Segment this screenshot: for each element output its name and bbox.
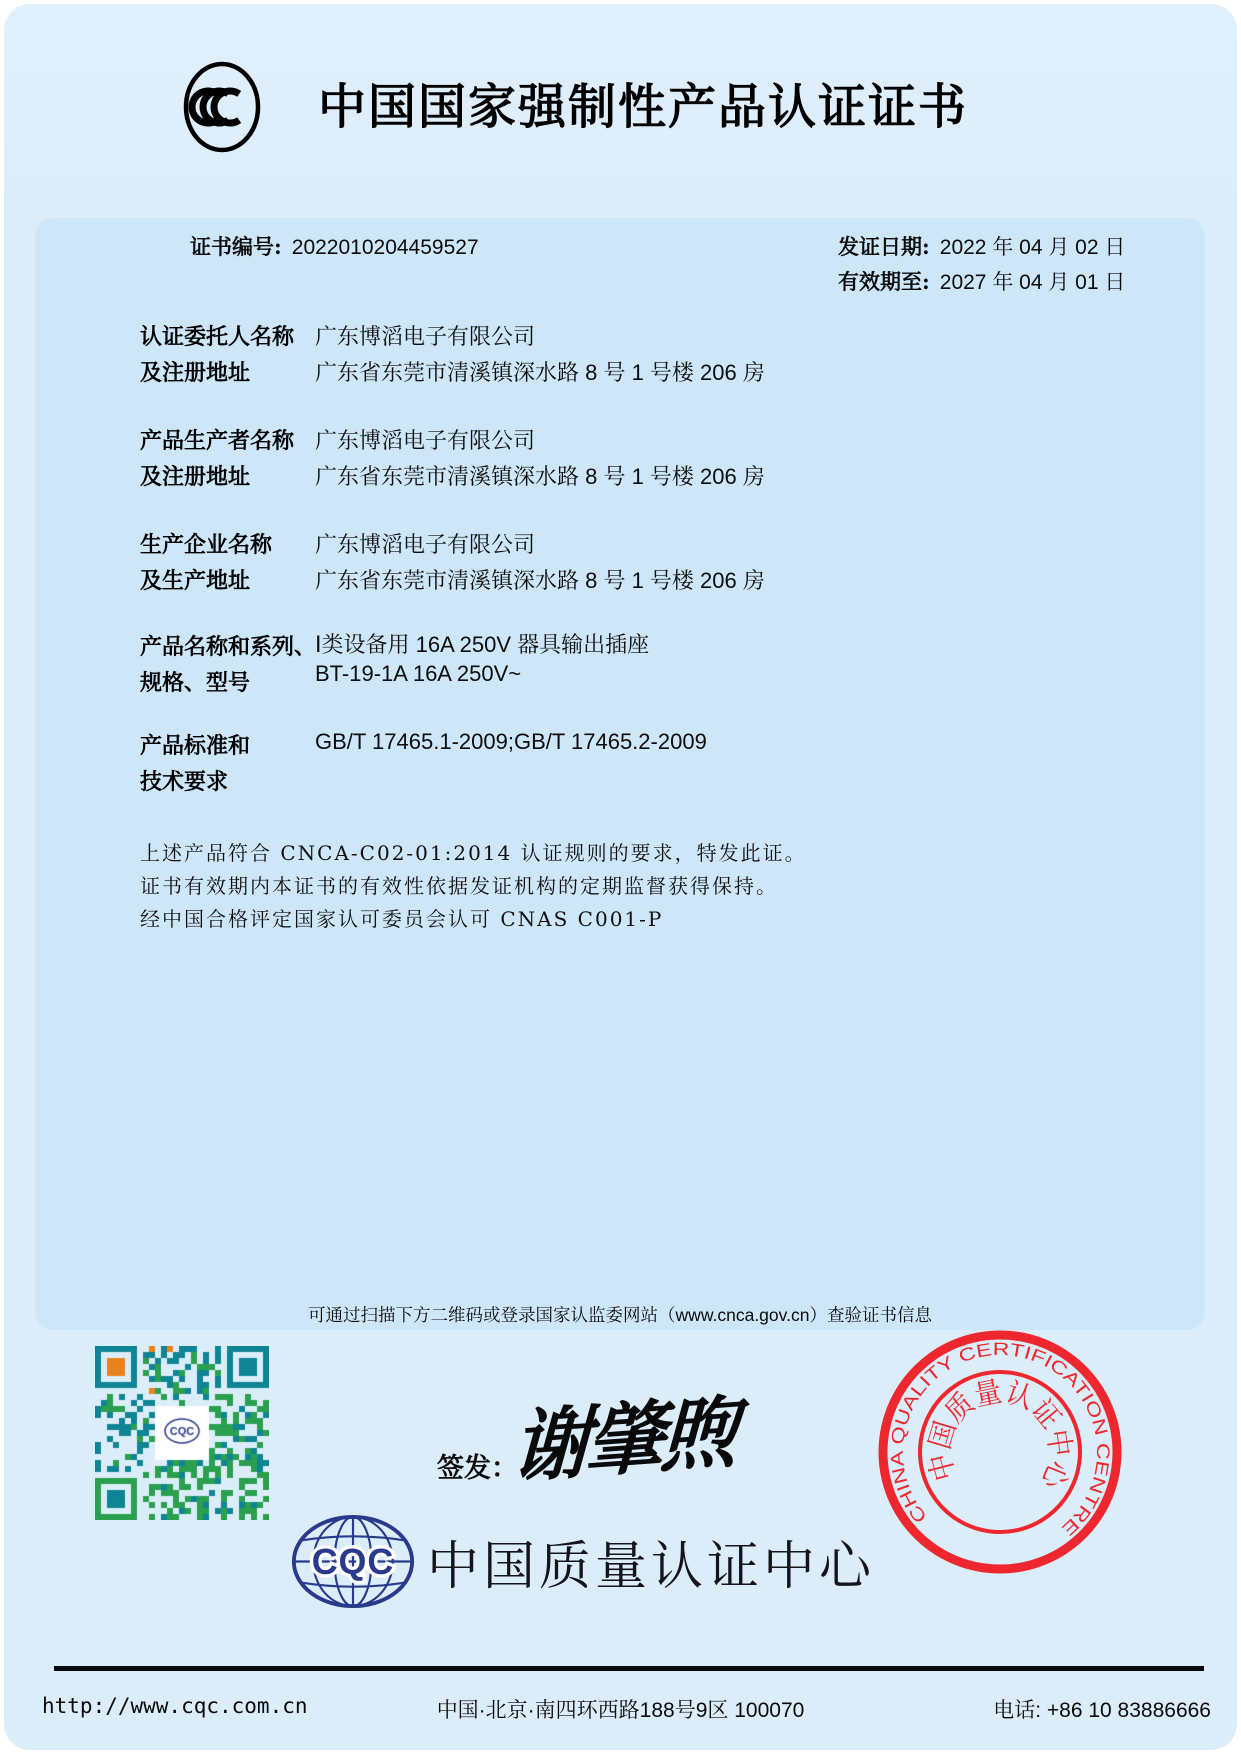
signature-label: 签发：: [437, 1453, 518, 1484]
declaration-line: 上述产品符合 CNCA-C02-01:2014 认证规则的要求，特发此证。: [140, 841, 807, 865]
field-value: BT-19-1A 16A 250V~: [315, 661, 522, 686]
field-label: 产品生产者名称: [140, 428, 295, 453]
footer-divider: [54, 1666, 1204, 1671]
valid-until-value: 2027 年 04 月 01 日: [939, 271, 1126, 294]
field-value: Ⅰ类设备用 16A 250V 器具输出插座: [315, 632, 650, 657]
field-label: 及注册地址: [140, 464, 251, 489]
field-value: GB/T 17465.1-2009;GB/T 17465.2-2009: [315, 729, 707, 754]
field-value: 广东博滔电子有限公司: [315, 532, 536, 557]
issuer-name: 中国质量认证中心: [427, 1538, 876, 1596]
field-label: 认证委托人名称: [140, 324, 295, 349]
cert-number-value: 2022010204459527: [291, 236, 479, 259]
page-title: 中国国家强制性产品认证证书: [318, 81, 969, 134]
cert-number-line: [190, 231, 479, 261]
signature-name: 谢肇煦: [510, 1387, 736, 1494]
seal-text-zh: 中国质量认证中心: [923, 1375, 1077, 1495]
field-label: 生产企业名称: [140, 532, 273, 557]
field-value: 广东省东莞市清溪镇深水路 8 号 1 号楼 206 房: [315, 568, 765, 593]
issue-date-value: 2022 年 04 月 02 日: [939, 236, 1126, 259]
cqc-logo-icon: [289, 1512, 417, 1611]
declaration-line: 证书有效期内本证书的有效性依据发证机构的定期监督获得保持。: [140, 874, 778, 898]
cert-number-label: 证书编号:: [190, 234, 282, 259]
ccc-logo-icon: [182, 60, 262, 154]
field-label: 及生产地址: [140, 568, 251, 593]
qr-caption: 可通过扫描下方二维码或登录国家认监委网站（www.cnca.gov.cn）查验证书信息: [308, 1305, 932, 1325]
field-label: 产品标准和: [140, 733, 251, 758]
issue-date-line: [838, 231, 1125, 261]
field-value: 广东博滔电子有限公司: [315, 324, 536, 349]
valid-until-label: 有效期至:: [838, 269, 930, 294]
field-value: 广东省东莞市清溪镇深水路 8 号 1 号楼 206 房: [315, 360, 765, 385]
field-label: 及注册地址: [140, 360, 251, 385]
cqc-logo-text: CQC: [311, 1542, 395, 1583]
declaration-line: 经中国合格评定国家认可委员会认可 CNAS C001-P: [140, 907, 664, 931]
seal-text-en: CHINA QUALITY CERTIFICATION CENTRE: [886, 1338, 1114, 1538]
issue-date-label: 发证日期:: [838, 234, 930, 259]
field-value: 广东博滔电子有限公司: [315, 428, 536, 453]
field-label: 技术要求: [140, 769, 229, 794]
valid-until-line: [838, 266, 1125, 296]
field-value: 广东省东莞市清溪镇深水路 8 号 1 号楼 206 房: [315, 464, 765, 489]
field-label: 规格、型号: [140, 670, 251, 695]
svg-text:CHINA QUALITY CERTIFICATION CE: [876, 1324, 1128, 1553]
footer-url: http://www.cqc.com.cn: [42, 1694, 308, 1718]
qr-code: [95, 1346, 269, 1520]
footer-phone: 电话: +86 10 83886666: [993, 1699, 1211, 1722]
issuer-seal-icon: [870, 1322, 1130, 1582]
field-label: 产品名称和系列、: [140, 634, 317, 659]
svg-text:中国质量认证中心: [919, 1365, 1087, 1504]
footer-address: 中国·北京·南四环西路188号9区 100070: [436, 1699, 805, 1722]
